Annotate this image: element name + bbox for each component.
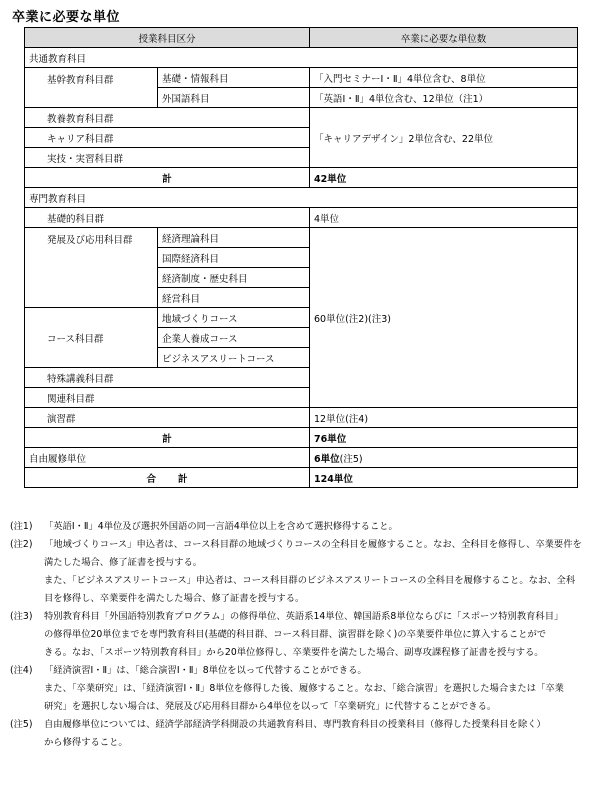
units-senmon-merged: 60単位(注2)(注3) [310, 228, 578, 408]
jiyu-units: 6単位 [314, 453, 340, 465]
common-total-label: 計 [25, 168, 310, 188]
note-label: (注5) [10, 719, 33, 730]
note-line: 「経済演習Ⅰ・Ⅱ」は、「総合演習Ⅰ・Ⅱ」8単位を以って代替することができる。 [44, 665, 367, 676]
note-text [44, 716, 590, 752]
units-common-merged: 「キャリアデザイン」2単位含む、22単位 [310, 108, 578, 168]
note-2 [10, 536, 590, 608]
table-row [25, 108, 578, 128]
subject-kiso-joho: 基礎・情報科目 [158, 68, 310, 88]
grand-total-label [25, 468, 310, 488]
note-label: (注2) [10, 539, 33, 550]
note-line: から修得すること。 [44, 737, 128, 748]
note-line: 自由履修単位については、経済学部経済学科開設の共通教育科目、専門教育科目の授業科目（修得した授業科目を除く） [44, 719, 546, 730]
units-gaikokugo: 「英語Ⅰ・Ⅱ」4単位含む、12単位（注1） [310, 88, 578, 108]
table-row [25, 468, 578, 488]
course-business-athlete: ビジネスアスリートコース [158, 348, 310, 368]
group-career: キャリア科目群 [25, 128, 310, 148]
note-line: 目を修得し、卒業要件を満たした場合、修了証書を授与する。 [44, 593, 305, 604]
grand-total-label-1: 合 [146, 473, 156, 485]
header-course-category: 授業科目区分 [25, 28, 310, 48]
table-row [25, 168, 578, 188]
header-required-units: 卒業に必要な単位数 [310, 28, 578, 48]
note-text [44, 536, 590, 572]
subject-keizai-seido: 経済制度・歴史科目 [158, 268, 310, 288]
table-row [25, 428, 578, 448]
table-row [25, 208, 578, 228]
jiyu-label: 自由履修単位 [25, 448, 310, 468]
note-label: (注1) [10, 521, 33, 532]
senmon-total-units: 76単位 [310, 428, 578, 448]
table-row [25, 48, 578, 68]
note-text [44, 572, 590, 608]
table-header-row [25, 28, 578, 48]
common-total-units: 42単位 [310, 168, 578, 188]
note-line: 「地域づくりコース」申込者は、コース科目群の地域づくりコースの全科目を履修すること。なお、全科目を修得し、卒業要件を [44, 539, 582, 550]
note-5 [10, 716, 590, 752]
note-text [44, 662, 590, 680]
page-title: 卒業に必要な単位 [12, 10, 121, 25]
table-row [25, 68, 578, 88]
subject-gaikokugo: 外国語科目 [158, 88, 310, 108]
units-kisoteki: 4単位 [310, 208, 578, 228]
group-enshu: 演習群 [25, 408, 310, 428]
note-text: 「英語Ⅰ・Ⅱ」4単位及び選択外国語の同一言語4単位以上を含めて選択修得すること。 [44, 521, 398, 532]
section-senmon: 専門教育科目 [25, 188, 578, 208]
jiyu-note-ref: (注5) [339, 453, 363, 465]
table-row [25, 448, 578, 468]
note-line: また、「卒業研究」は、「経済演習Ⅰ・Ⅱ」8単位を修得した後、履修すること。なお、「総合演習」を選択した場合または「卒業 [44, 683, 564, 694]
course-chiiki: 地域づくりコース [158, 308, 310, 328]
note-1 [10, 518, 590, 536]
table-row [25, 228, 578, 248]
grand-total-label-2: 計 [178, 473, 188, 485]
notes-section [10, 518, 590, 752]
units-enshu: 12単位(注4) [310, 408, 578, 428]
group-kyoyo: 教養教育科目群 [25, 108, 310, 128]
group-hatten: 発展及び応用科目群 [25, 228, 158, 308]
graduation-requirements-table [24, 27, 578, 488]
course-kigyojin: 企業人養成コース [158, 328, 310, 348]
note-line: 満たした場合、修了証書を授与する。 [44, 557, 203, 568]
note-line: 研究」を選択しない場合は、発展及び応用科目群から4単位を以って「卒業研究」に代替することができる。 [44, 701, 497, 712]
jiyu-units-cell [310, 448, 578, 468]
senmon-total-label: 計 [25, 428, 310, 448]
note-3 [10, 608, 590, 662]
subject-kokusai-keizai: 国際経済科目 [158, 248, 310, 268]
group-kanren: 関連科目群 [25, 388, 310, 408]
subject-keizai-riron: 経済理論科目 [158, 228, 310, 248]
note-text [44, 680, 590, 716]
units-kiso-joho: 「入門セミナーⅠ・Ⅱ」4単位含む、8単位 [310, 68, 578, 88]
note-label: (注3) [10, 611, 33, 622]
note-line: また、「ビジネスアスリートコース」申込者は、コース科目群のビジネスアスリートコースの全科目を履修すること。なお、全科 [44, 575, 576, 586]
note-line: の修得単位20単位までを専門教育科目(基礎的科目群、コース科目群、演習群を除く)の卒業要件単位に算入することがで [44, 629, 547, 640]
group-kisoteki: 基礎的科目群 [25, 208, 310, 228]
grand-total-units: 124単位 [310, 468, 578, 488]
table-row [25, 188, 578, 208]
table-row [25, 408, 578, 428]
subject-keiei: 経営科目 [158, 288, 310, 308]
note-label: (注4) [10, 665, 33, 676]
group-course: コース科目群 [25, 308, 158, 368]
note-line: 特別教育科目「外国語特別教育プログラム」の修得単位、英語系14単位、韓国語系8単位ならびに「スポーツ特別教育科目」 [44, 611, 564, 622]
group-jitsugi: 実技・実習科目群 [25, 148, 310, 168]
section-common: 共通教育科目 [25, 48, 578, 68]
note-text [44, 608, 590, 662]
group-tokushu: 特殊講義科目群 [25, 368, 310, 388]
note-4 [10, 662, 590, 716]
note-line: きる。なお、「スポーツ特別教育科目」から20単位修得し、卒業要件を満たした場合、副専攻課程修了証書を授与する。 [44, 647, 544, 658]
group-kikan: 基幹教育科目群 [25, 68, 158, 108]
